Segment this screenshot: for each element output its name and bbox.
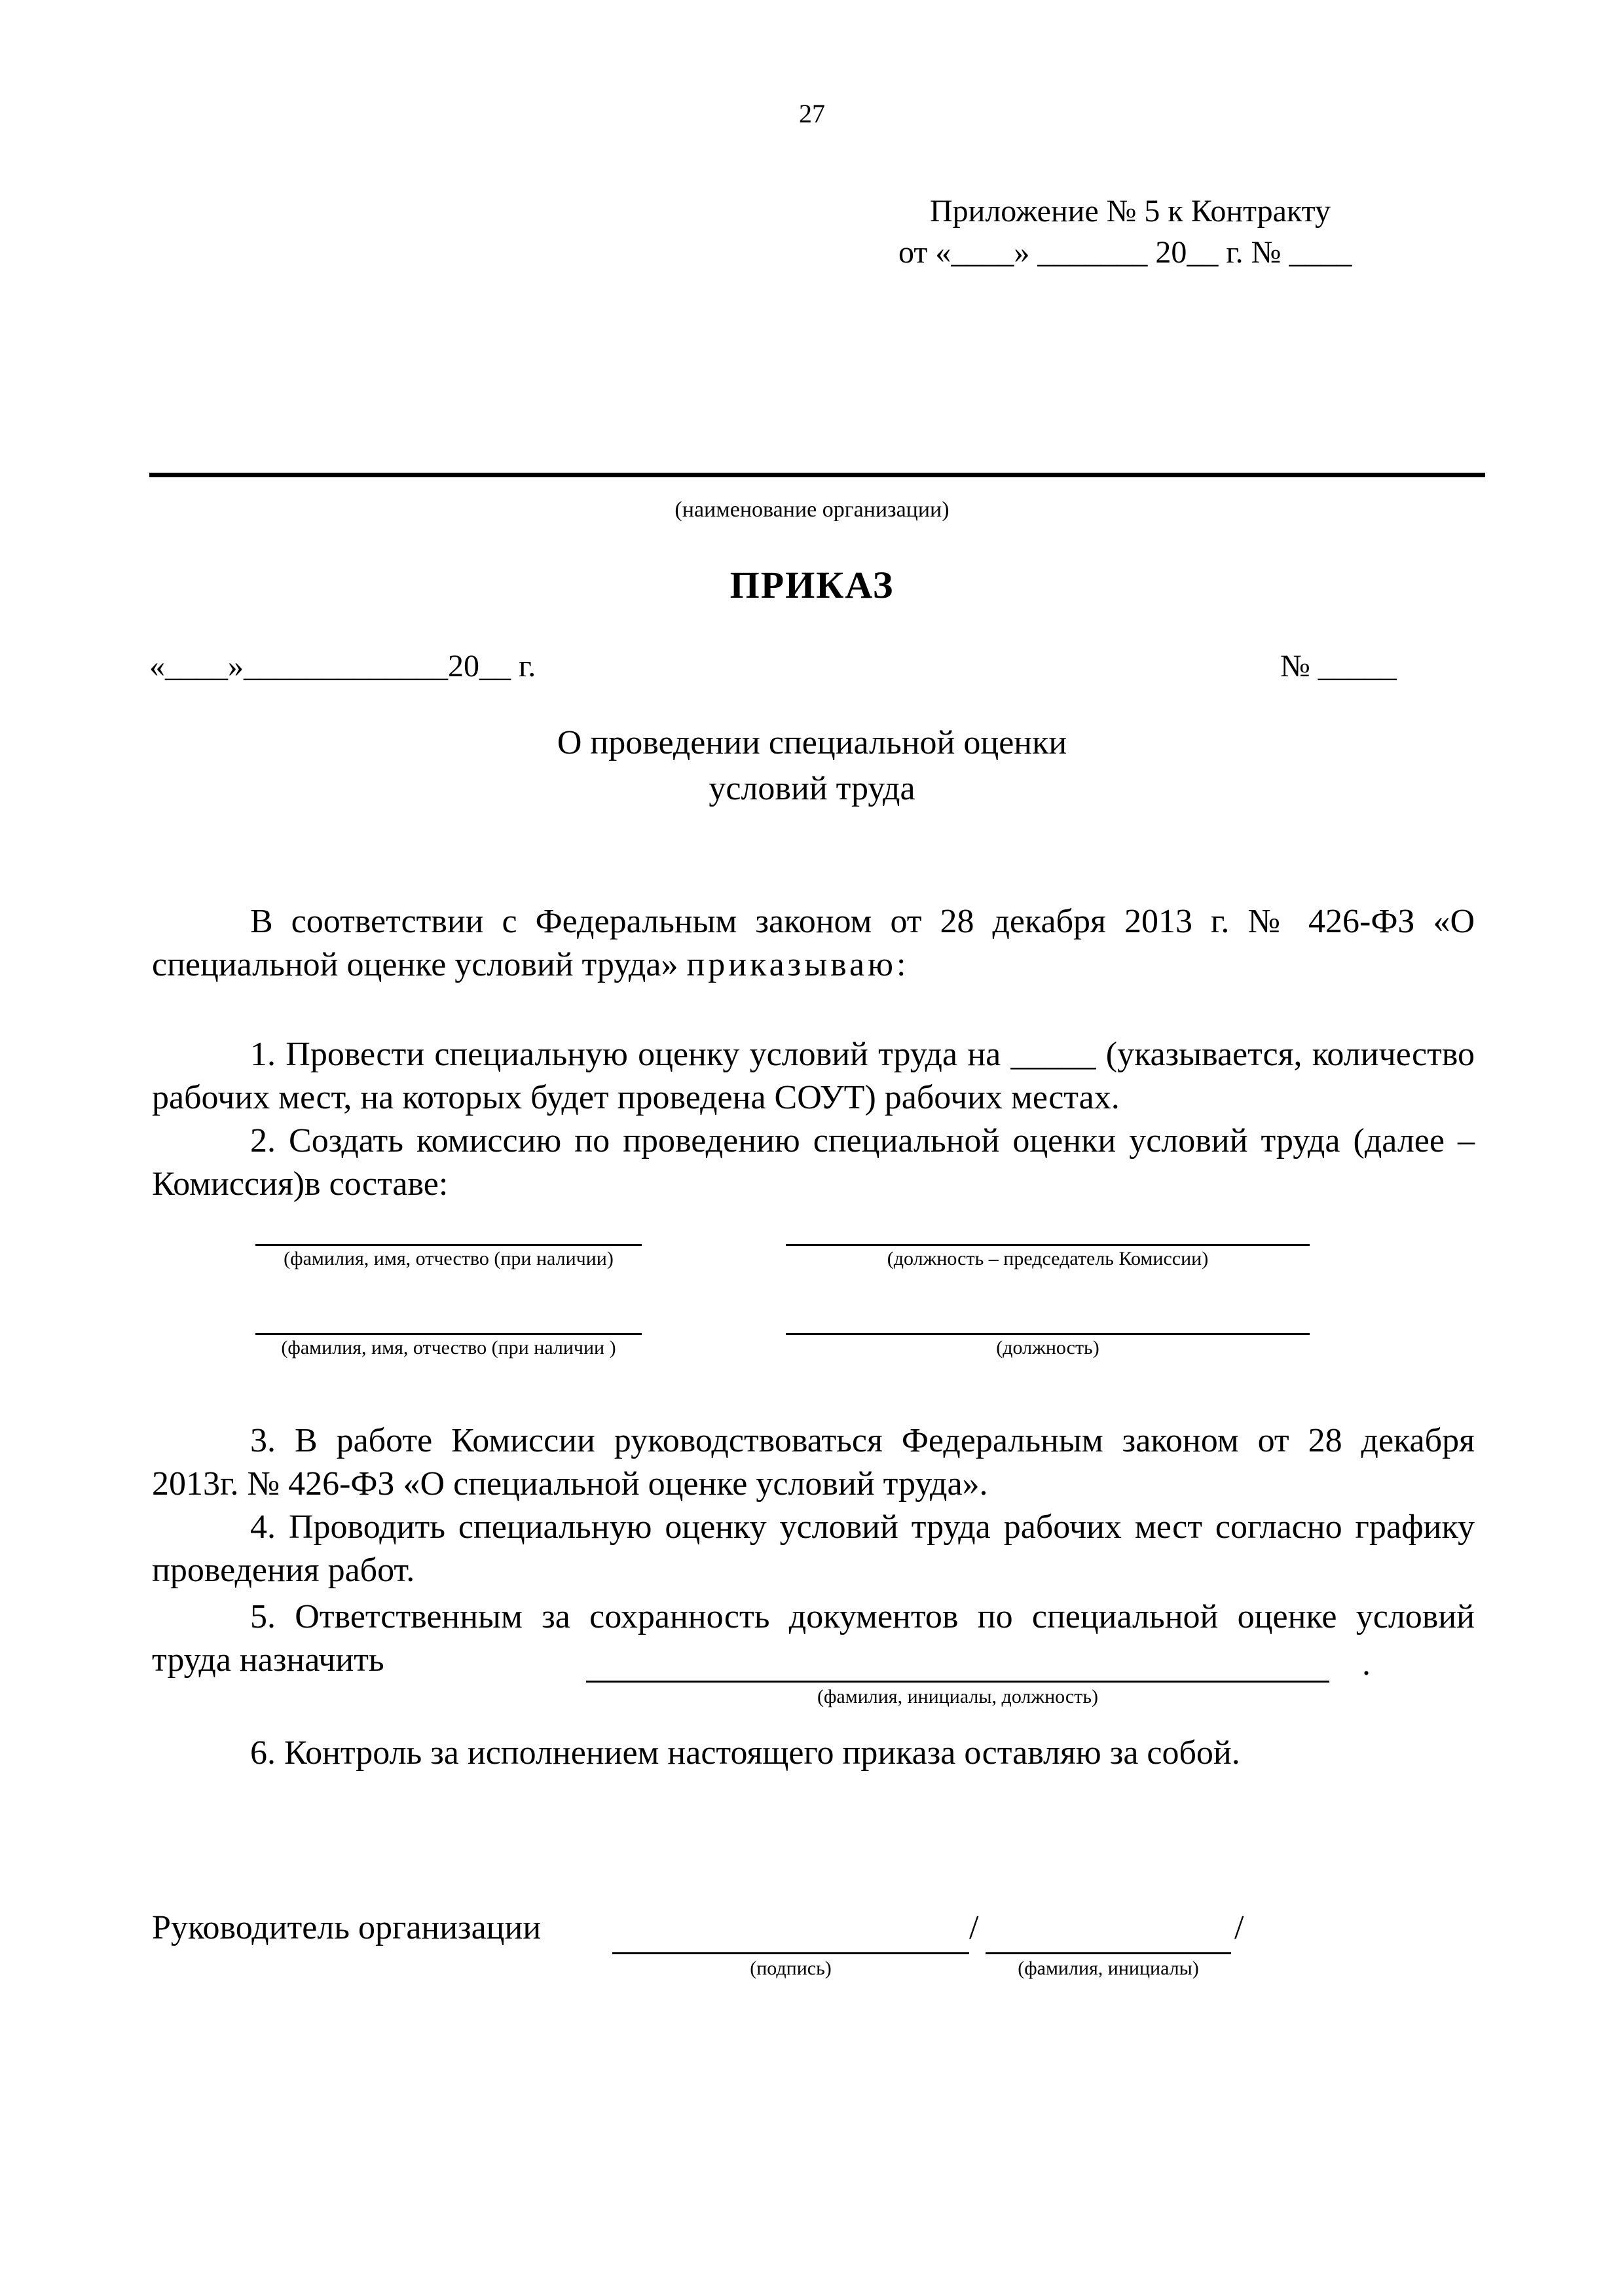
order-item-6: 6. Контроль за исполнением настоящего приказа оставляю за собой. [250, 1734, 1240, 1772]
page-number: 27 [799, 99, 825, 128]
organization-caption: (наименование организации) [674, 498, 950, 522]
preamble-text: В соответствии с Федеральным законом от 28 декабря 2013 г. № 426-ФЗ «О специальной оценке условий труда» [152, 903, 1475, 983]
annex-date: от «____» _______ 20__ г. № ____ [898, 235, 1352, 270]
signature-caption: (подпись) [750, 1958, 832, 1979]
order-item-3: 3. В работе Комиссии руководствоваться Федеральным законом от 28 декабря 2013г. № 426-ФЗ «О специальной оценке условий труда». [152, 1422, 1475, 1503]
responsible-end-dot: . [1362, 1645, 1371, 1683]
commission-position-caption-2: (должность) [996, 1337, 1099, 1358]
order-item-5: 5. Ответственным за сохранность документов по специальной оценке условий труда назначить [152, 1598, 1475, 1679]
signature-slash-1: / [969, 1909, 979, 1946]
order-date: «____»_____________20__ г. [149, 649, 536, 683]
signature-line [612, 1952, 969, 1954]
organization-name-line [149, 473, 1485, 477]
head-of-organization-label: Руководитель организации [152, 1909, 542, 1946]
commission-name-caption-1: (фамилия, имя, отчество (при наличии) [284, 1248, 614, 1269]
order-keyword: приказываю: [686, 946, 910, 983]
order-item-4: 4. Проводить специальную оценку условий труда рабочих мест согласно графику проведения работ. [152, 1508, 1475, 1589]
commission-name-line-2 [255, 1333, 642, 1335]
order-item-2: 2. Создать комиссию по проведению специальной оценки условий труда (далее – Комиссия)в составе: [152, 1122, 1475, 1203]
commission-name-line-1 [255, 1244, 642, 1246]
commission-name-caption-2: (фамилия, имя, отчество (при наличии ) [281, 1337, 616, 1358]
commission-position-line-2 [786, 1333, 1310, 1335]
order-number: № _____ [1280, 649, 1397, 683]
responsible-person-line [586, 1681, 1329, 1683]
order-subject-line-2: условий труда [709, 770, 915, 807]
order-subject-line-1: О проведении специальной оценки [557, 724, 1067, 761]
order-item-1: 1. Провести специальную оценку условий труда на _____ (указывается, количество рабочих мест, на которых будет проведена СОУТ) рабочих местах. [152, 1036, 1475, 1116]
responsible-person-caption: (фамилия, инициалы, должность) [817, 1686, 1099, 1707]
signature-name-line [986, 1952, 1231, 1954]
signature-name-caption: (фамилия, инициалы) [1018, 1958, 1199, 1979]
annex-title: Приложение № 5 к Контракту [930, 194, 1331, 228]
document-title: ПРИКАЗ [729, 564, 895, 606]
commission-position-caption-1: (должность – председатель Комиссии) [887, 1248, 1209, 1269]
preamble-paragraph [152, 900, 1475, 987]
commission-position-line-1 [786, 1244, 1310, 1246]
signature-slash-2: / [1234, 1909, 1244, 1946]
